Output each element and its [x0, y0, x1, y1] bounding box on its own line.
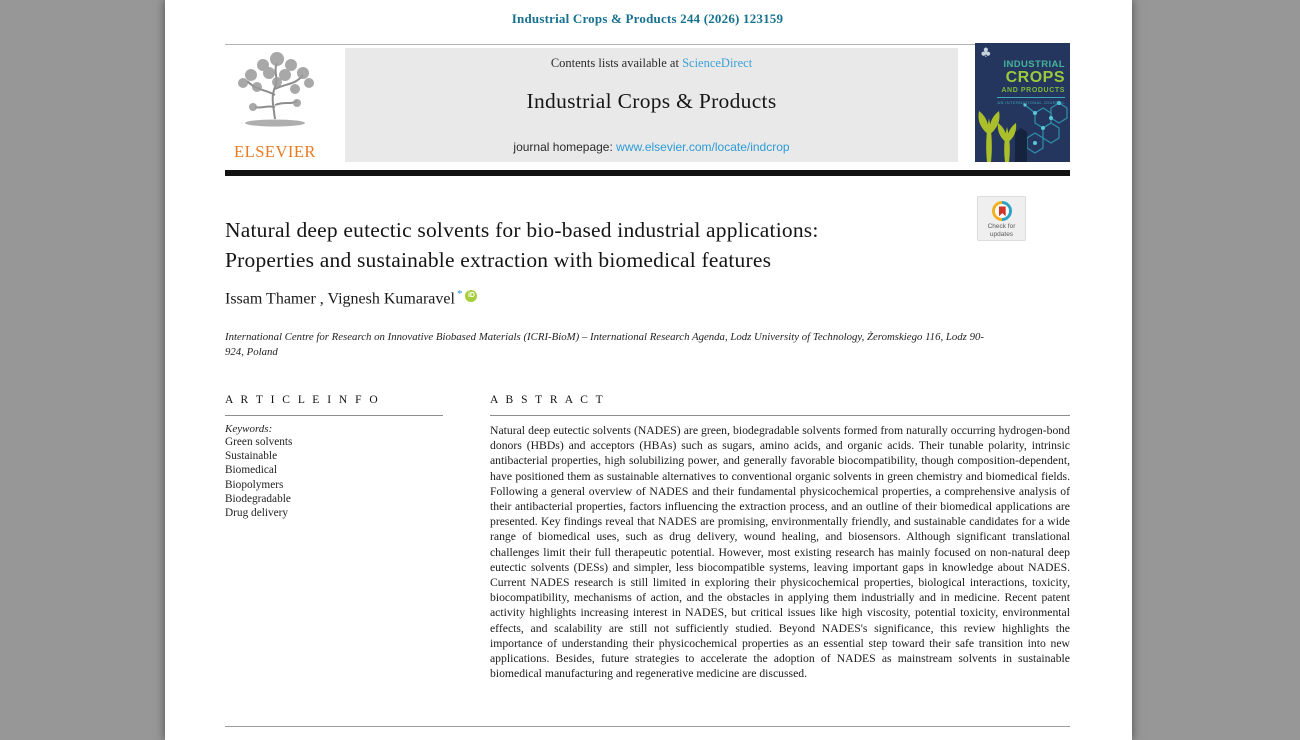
article-info-column — [225, 394, 443, 520]
document-page — [165, 0, 1132, 740]
elsevier-wordmark: ELSEVIER — [234, 142, 316, 161]
cover-title-line2: CROPS — [1005, 69, 1065, 86]
cover-subtitle: AN INTERNATIONAL JOURNAL — [997, 97, 1065, 105]
contents-line-text: Contents lists available at — [550, 56, 683, 70]
cover-title-line3: AND PRODUCTS — [1001, 87, 1065, 94]
article-info-rule — [225, 415, 443, 416]
check-updates-label: Check for updates — [987, 223, 1016, 238]
author-names: Issam Thamer , Vignesh Kumaravel — [225, 290, 455, 308]
keyword-item: Biomedical — [225, 464, 278, 477]
article-info-heading: A R T I C L E I N F O — [225, 394, 381, 406]
abstract-heading: A B S T R A C T — [490, 394, 606, 406]
footer-rule — [225, 726, 1070, 727]
homepage-line — [345, 140, 958, 154]
orcid-icon[interactable]: iD — [465, 290, 477, 302]
header-divider-bar — [225, 170, 1070, 176]
abstract-text: Natural deep eutectic solvents (NADES) are green, biodegradable solvents formed from naturally occurring hydrogen-bond donors (HBDs) and acceptors (HBAs) such as sugars, amino acids, and organic acids. Their tunable polarity, intrinsic antibacterial properties, high solubilizing power, and generally favorable biocompatibility, though composition-dependent, have positioned them as sustainable alternatives to conventional organic solvents in green chemistry and biomedical fields. Following a general overview of NADES and their fundamental physicochemical properties, a comprehensive analysis of their antibacterial properties, factors influencing the extraction process, and an outline of their biomedical applications are presented. Key findings reveal that NADES are promising, environmentally friendly, and sustainable candidates for a wide range of biomedical uses, such as drug delivery, wound healing, and biosensors. Although significant translational challenges limit their full therapeutic potential. However, most existing research has mainly focused on non-natural deep eutectic solvents (DESs) and simpler, less biocompatible systems, leaving important gaps in knowledge about NADES. Current NADES research is still limited in exploring their physicochemical properties, biological interactions, toxicity, biocompatibility, mechanisms of action, and the obstacles in applying them industrially and in medicine. Recent patent activity highlights increasing interest in NADES, but critical issues like high viscosity, potential toxicity, environmental effects, and scalability are still not sufficiently studied. Beyond NADES's significance, this review highlights the importance of understanding their physicochemical properties as an essential step toward their safe transition into new applications. Besides, future strategies to accelerate the adoption of NADES as mainstream solvents in sustainable biomedical manufacturing and regenerative medicine are discussed. — [490, 424, 1070, 681]
journal-homepage-link[interactable]: www.elsevier.com/locate/indcrop — [616, 140, 790, 154]
bookmark-icon — [999, 206, 1006, 216]
keyword-item: Biodegradable — [225, 492, 291, 505]
keyword-item: Sustainable — [225, 450, 278, 463]
cover-title-line1: INDUSTRIAL — [1003, 59, 1065, 70]
abstract-rule — [490, 415, 1070, 416]
check-updates-ring-icon — [987, 197, 1015, 225]
article-title-line1: Natural deep eutectic solvents for bio-based industrial applications: — [225, 218, 819, 242]
abstract-column — [490, 394, 1070, 681]
author-list — [225, 288, 477, 308]
journal-cover-thumbnail[interactable] — [975, 43, 1070, 162]
check-updates-badge[interactable] — [977, 196, 1026, 241]
article-title — [225, 215, 965, 275]
keyword-item: Drug delivery — [225, 507, 289, 520]
keyword-item: Biopolymers — [225, 478, 284, 491]
journal-title: Industrial Crops & Products — [526, 89, 777, 113]
corresponding-author-marker[interactable]: * — [456, 288, 463, 300]
contents-line — [345, 56, 958, 71]
elsevier-logo[interactable] — [226, 49, 324, 162]
keyword-item: Green solvents — [225, 436, 293, 448]
homepage-line-text: journal homepage: — [513, 140, 617, 154]
sciencedirect-link[interactable]: ScienceDirect — [682, 56, 753, 70]
keywords-label: Keywords: — [225, 423, 273, 435]
journal-citation: Industrial Crops & Products 244 (2026) 123159 — [511, 11, 784, 26]
journal-banner — [345, 48, 958, 162]
cover-elsevier-mark-icon: ♣ — [980, 46, 992, 61]
article-title-line2: Properties and sustainable extraction with biomedical features — [225, 248, 772, 272]
elsevier-tree-icon — [233, 49, 317, 141]
header-top-rule — [225, 44, 1070, 45]
affiliation: International Centre for Research on Innovative Biobased Materials (ICRI-BioM) – International Research Agenda, Lodz University of Technology, Żeromskiego 116, Lodz 90-924, Poland — [225, 331, 984, 358]
